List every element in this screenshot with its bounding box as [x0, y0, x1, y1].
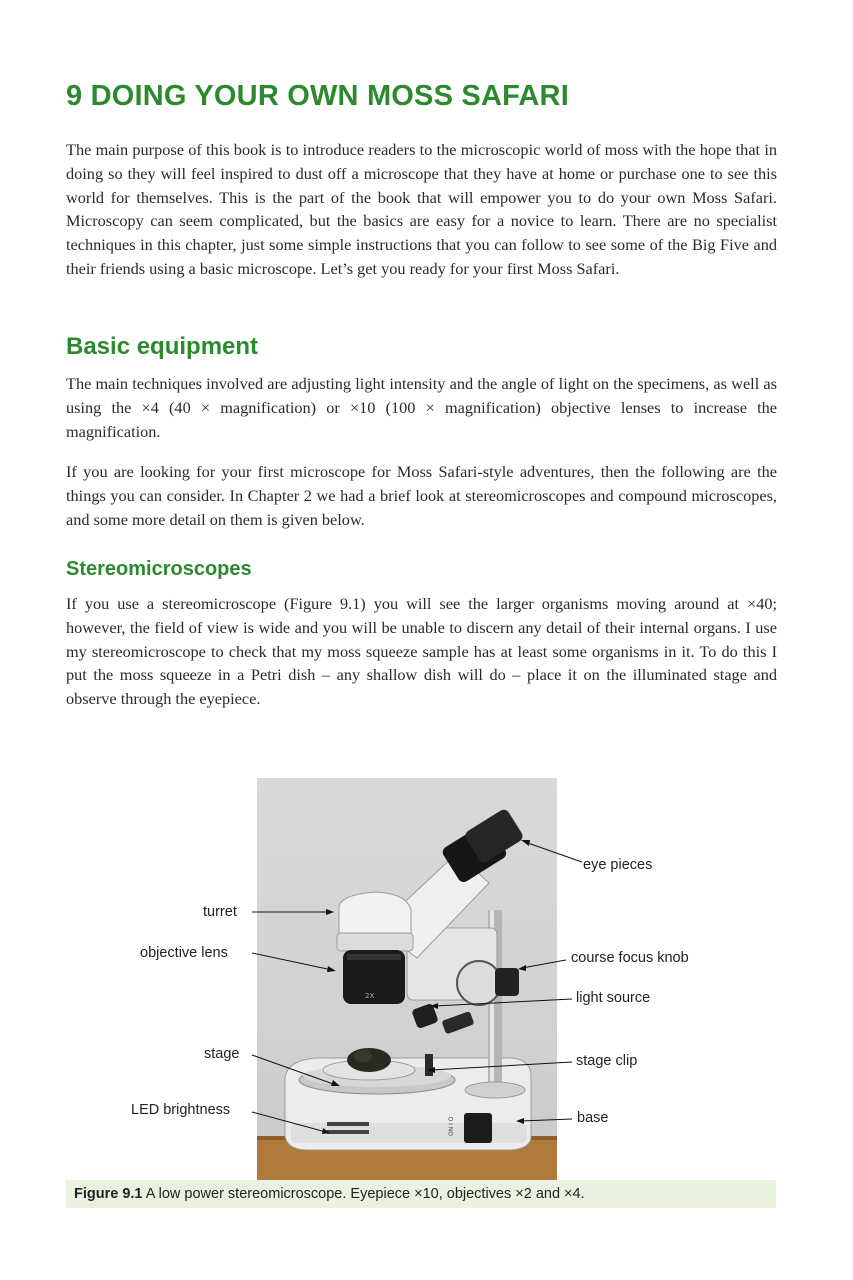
- leader-base: [520, 1119, 572, 1121]
- label-objective-lens: objective lens: [140, 945, 228, 961]
- figure-caption-label: Figure 9.1: [74, 1186, 143, 1202]
- leader-light-source: [434, 999, 572, 1006]
- intro-paragraph: The main purpose of this book is to introduce readers to the microscopic world of moss with the hope that in doing so they will feel inspired to dust off a microscope that they have at home or purchase one to see this world for themselves. This is the part of the book that will empower you to do your own Moss Safari. Microscopy can seem complicated, but the basics are easy for a novice to learn. There are no specialist techniques in this chapter, just some simple instructions that you can follow to see some of the Big Five and their friends using a basic microscope. Let’s get you ready for your first Moss Safari.: [66, 140, 777, 278]
- leader-led-brightness: [252, 1112, 326, 1132]
- stereomicroscopes-paragraph: If you use a stereomicroscope (Figure 9.1) you will see the larger organisms moving around at ×40; however, the field of view is wide and you will be unable to discern any detail of their internal organs. I use my stereomicroscope to check that my moss squeeze sample has at least some organisms in it. To do this I put the moss squeeze in a Petri dish – any shallow dish will do – place it on the illuminated stage and observe through the eyepiece.: [66, 594, 777, 709]
- basic-equipment-paragraph-1: The main techniques involved are adjusting light intensity and the angle of light on the specimens, as well as using the ×4 (40 × magnification) or ×10 (100 × magnification) objective lenses to increase the magnification.: [66, 374, 777, 441]
- label-led-brightness: LED brightness: [131, 1102, 231, 1118]
- chapter-title: 9 DOING YOUR OWN MOSS SAFARI: [66, 80, 569, 112]
- leader-focus-knob: [522, 960, 566, 968]
- leader-stage-clip: [431, 1062, 572, 1070]
- leader-eye-pieces: [525, 842, 582, 862]
- label-stage: stage: [204, 1046, 240, 1062]
- section-heading-basic-equipment: Basic equipment: [66, 333, 259, 360]
- label-course-focus-knob: course focus knob: [571, 950, 689, 966]
- label-stage-clip: stage clip: [576, 1053, 638, 1069]
- basic-equipment-paragraph-2: If you are looking for your first microscope for Moss Safari-style adventures, then the following are the things you can consider. In Chapter 2 we had a brief look at stereomicroscopes and compound microscopes, and some more detail on them is given below.: [66, 462, 777, 529]
- subsection-heading-stereomicroscopes: Stereomicroscopes: [66, 558, 252, 580]
- label-turret: turret: [203, 904, 237, 920]
- figure-caption-text: A low power stereomicroscope. Eyepiece ×10, objectives ×2 and ×4.: [142, 1186, 585, 1202]
- label-light-source: light source: [576, 990, 651, 1006]
- objective-marking: 2X: [365, 992, 375, 1000]
- leader-objective-lens: [252, 953, 332, 970]
- label-eye-pieces: eye pieces: [583, 857, 653, 873]
- label-base: base: [577, 1110, 609, 1126]
- switch-marking: ON I O: [448, 1116, 455, 1136]
- figure-caption: [66, 1180, 776, 1208]
- leader-stage: [252, 1055, 336, 1085]
